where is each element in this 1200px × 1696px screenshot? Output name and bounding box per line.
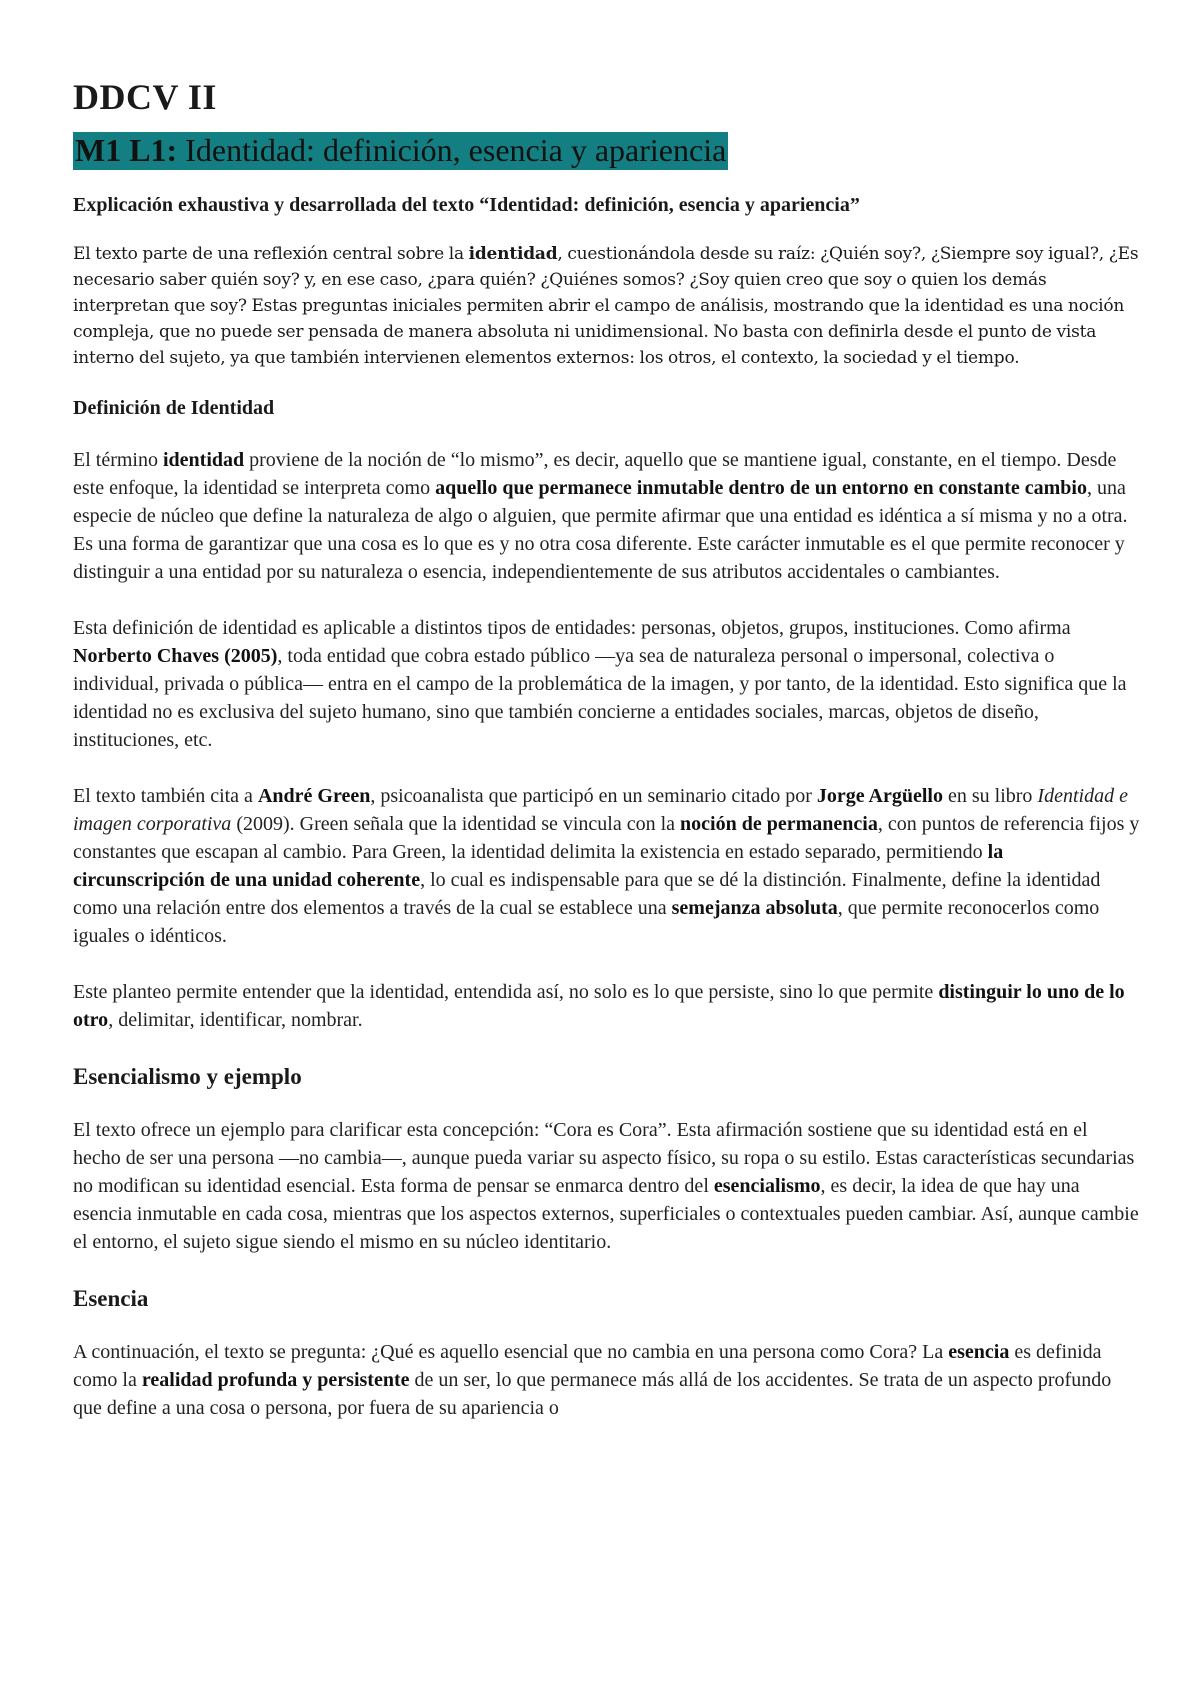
text-run: , lo cual es indispensable para que se dé la distinción. Finalmente, define la identidad como una relación entre dos elementos a través de la cual se establece una bbox=[73, 868, 1101, 919]
text-run: proviene de la noción de “lo mismo”, es decir, aquello que se mantiene igual, constante, en el tiempo. Desde este enfoque, la identidad se interpreta como bbox=[73, 448, 1117, 499]
text-run: , cuestionándola desde su raíz: ¿Quién soy?, ¿Siempre soy igual?, ¿Es necesario saber quién soy? y, en ese caso, ¿para quién? ¿Quiénes somos? ¿Soy quien creo que soy o quien los demás interpretan que soy? Estas preguntas iniciales permiten abrir el campo de análisis, mostrando que la identidad es una noción compleja, que no puede ser pensada de manera absoluta ni unidimensional. No basta con definirla desde el punto de vista interno del sujeto, ya que también intervienen elementos externos: los otros, el contexto, la sociedad y el tiempo. bbox=[73, 243, 1139, 368]
lesson-heading bbox=[73, 134, 1140, 168]
text-run: , una especie de núcleo que define la naturaleza de algo o alguien, que permite afirmar que una entidad es idéntica a sí misma y no a otra. Es una forma de garantizar que una cosa es lo que es y no otra cosa diferente. Este carácter inmutable es el que permite reconocer y distinguir a una entidad por su naturaleza o esencia, independientemente de sus atributos accidentales o cambiantes. bbox=[73, 476, 1128, 583]
section-heading-esencialismo: Esencialismo y ejemplo bbox=[73, 1063, 302, 1089]
text-run: El término bbox=[73, 448, 163, 471]
text-run: es definida como la bbox=[73, 1340, 1102, 1391]
document-title: DDCV II bbox=[73, 77, 217, 117]
italic-run: Identidad e imagen corporativa bbox=[73, 784, 1128, 835]
bold-run: noción de permanencia bbox=[680, 812, 878, 835]
text-run: El texto también cita a bbox=[73, 784, 258, 807]
section-heading-definicion: Definición de Identidad bbox=[73, 396, 275, 419]
text-run: , psicoanalista que participó en un seminario citado por bbox=[370, 784, 817, 807]
bold-run: esencia bbox=[948, 1340, 1010, 1363]
text-run: , es decir, la idea de que hay una esencia inmutable en cada cosa, mientras que los aspectos externos, superficiales o contextuales pueden cambiar. Así, aunque cambie el entorno, el sujeto sigue siendo el mismo en su núcleo identitario. bbox=[73, 1174, 1139, 1253]
bold-run: semejanza absoluta bbox=[671, 896, 838, 919]
lesson-highlight bbox=[73, 132, 728, 170]
paragraph-3 bbox=[73, 782, 1140, 950]
text-run: Esta definición de identidad es aplicable a distintos tipos de entidades: personas, objetos, grupos, instituciones. Como afirma bbox=[73, 616, 1071, 639]
text-run: , que permite reconocerlos como iguales o idénticos. bbox=[73, 896, 1100, 947]
paragraph-6 bbox=[73, 1338, 1140, 1422]
bold-run: aquello que permanece inmutable dentro de un entorno en constante cambio bbox=[435, 476, 1087, 499]
section-heading-esencia: Esencia bbox=[73, 1285, 149, 1311]
bold-run: distinguir lo uno de lo otro bbox=[73, 980, 1125, 1031]
text-run: en su libro bbox=[942, 784, 1038, 807]
paragraph-4 bbox=[73, 978, 1140, 1034]
text-run: de un ser, lo que permanece más allá de los accidentes. Se trata de un aspecto profundo que define a una cosa o persona, por fuera de su apariencia o bbox=[73, 1368, 1112, 1419]
bold-run: realidad profunda y persistente bbox=[141, 1368, 410, 1391]
text-run: , delimitar, identificar, nombrar. bbox=[108, 1008, 363, 1031]
text-run: (2009). Green señala que la identidad se vincula con la bbox=[231, 812, 681, 835]
intro-paragraph bbox=[73, 241, 1140, 371]
text-run: A continuación, el texto se pregunta: ¿Qué es aquello esencial que no cambia en una persona como Cora? La bbox=[73, 1340, 949, 1363]
paragraph-5 bbox=[73, 1116, 1140, 1256]
bold-run: Norberto Chaves (2005) bbox=[73, 644, 278, 667]
text-run: , con puntos de referencia fijos y constantes que escapan al cambio. Para Green, la identidad delimita la existencia en estado separado, permitiendo bbox=[73, 812, 1140, 863]
bold-run: la circunscripción de una unidad coherente bbox=[73, 840, 1004, 891]
lesson-title: Identidad: definición, esencia y apariencia bbox=[185, 132, 727, 168]
paragraph-1 bbox=[73, 446, 1140, 586]
text-run: El texto parte de una reflexión central sobre la bbox=[73, 243, 469, 264]
bold-run: identidad bbox=[468, 243, 558, 264]
document-subtitle: Explicación exhaustiva y desarrollada del texto “Identidad: definición, esencia y apariencia” bbox=[73, 193, 860, 216]
bold-run: Jorge Argüello bbox=[816, 784, 943, 807]
lesson-code: M1 L1: bbox=[75, 132, 178, 168]
text-run: Este planteo permite entender que la identidad, entendida así, no solo es lo que persiste, sino lo que permite bbox=[73, 980, 939, 1003]
bold-run: identidad bbox=[162, 448, 245, 471]
paragraph-2 bbox=[73, 614, 1140, 754]
bold-run: esencialismo bbox=[713, 1174, 821, 1197]
text-run: El texto ofrece un ejemplo para clarificar esta concepción: “Cora es Cora”. Esta afirmación sostiene que su identidad está en el hecho de ser una persona —no cambia—, aunque pueda variar su aspecto físico, su ropa o su estilo. Estas características secundarias no modifican su identidad esencial. Esta forma de pensar se enmarca dentro del bbox=[73, 1118, 1135, 1197]
text-run: , toda entidad que cobra estado público —ya sea de naturaleza personal o impersonal, colectiva o individual, privada o pública— entra en el campo de la problemática de la imagen, y por tanto, de la identidad. Esto significa que la identidad no es exclusiva del sujeto humano, sino que también concierne a entidades sociales, marcas, objetos de diseño, instituciones, etc. bbox=[73, 644, 1127, 751]
bold-run: André Green bbox=[257, 784, 371, 807]
